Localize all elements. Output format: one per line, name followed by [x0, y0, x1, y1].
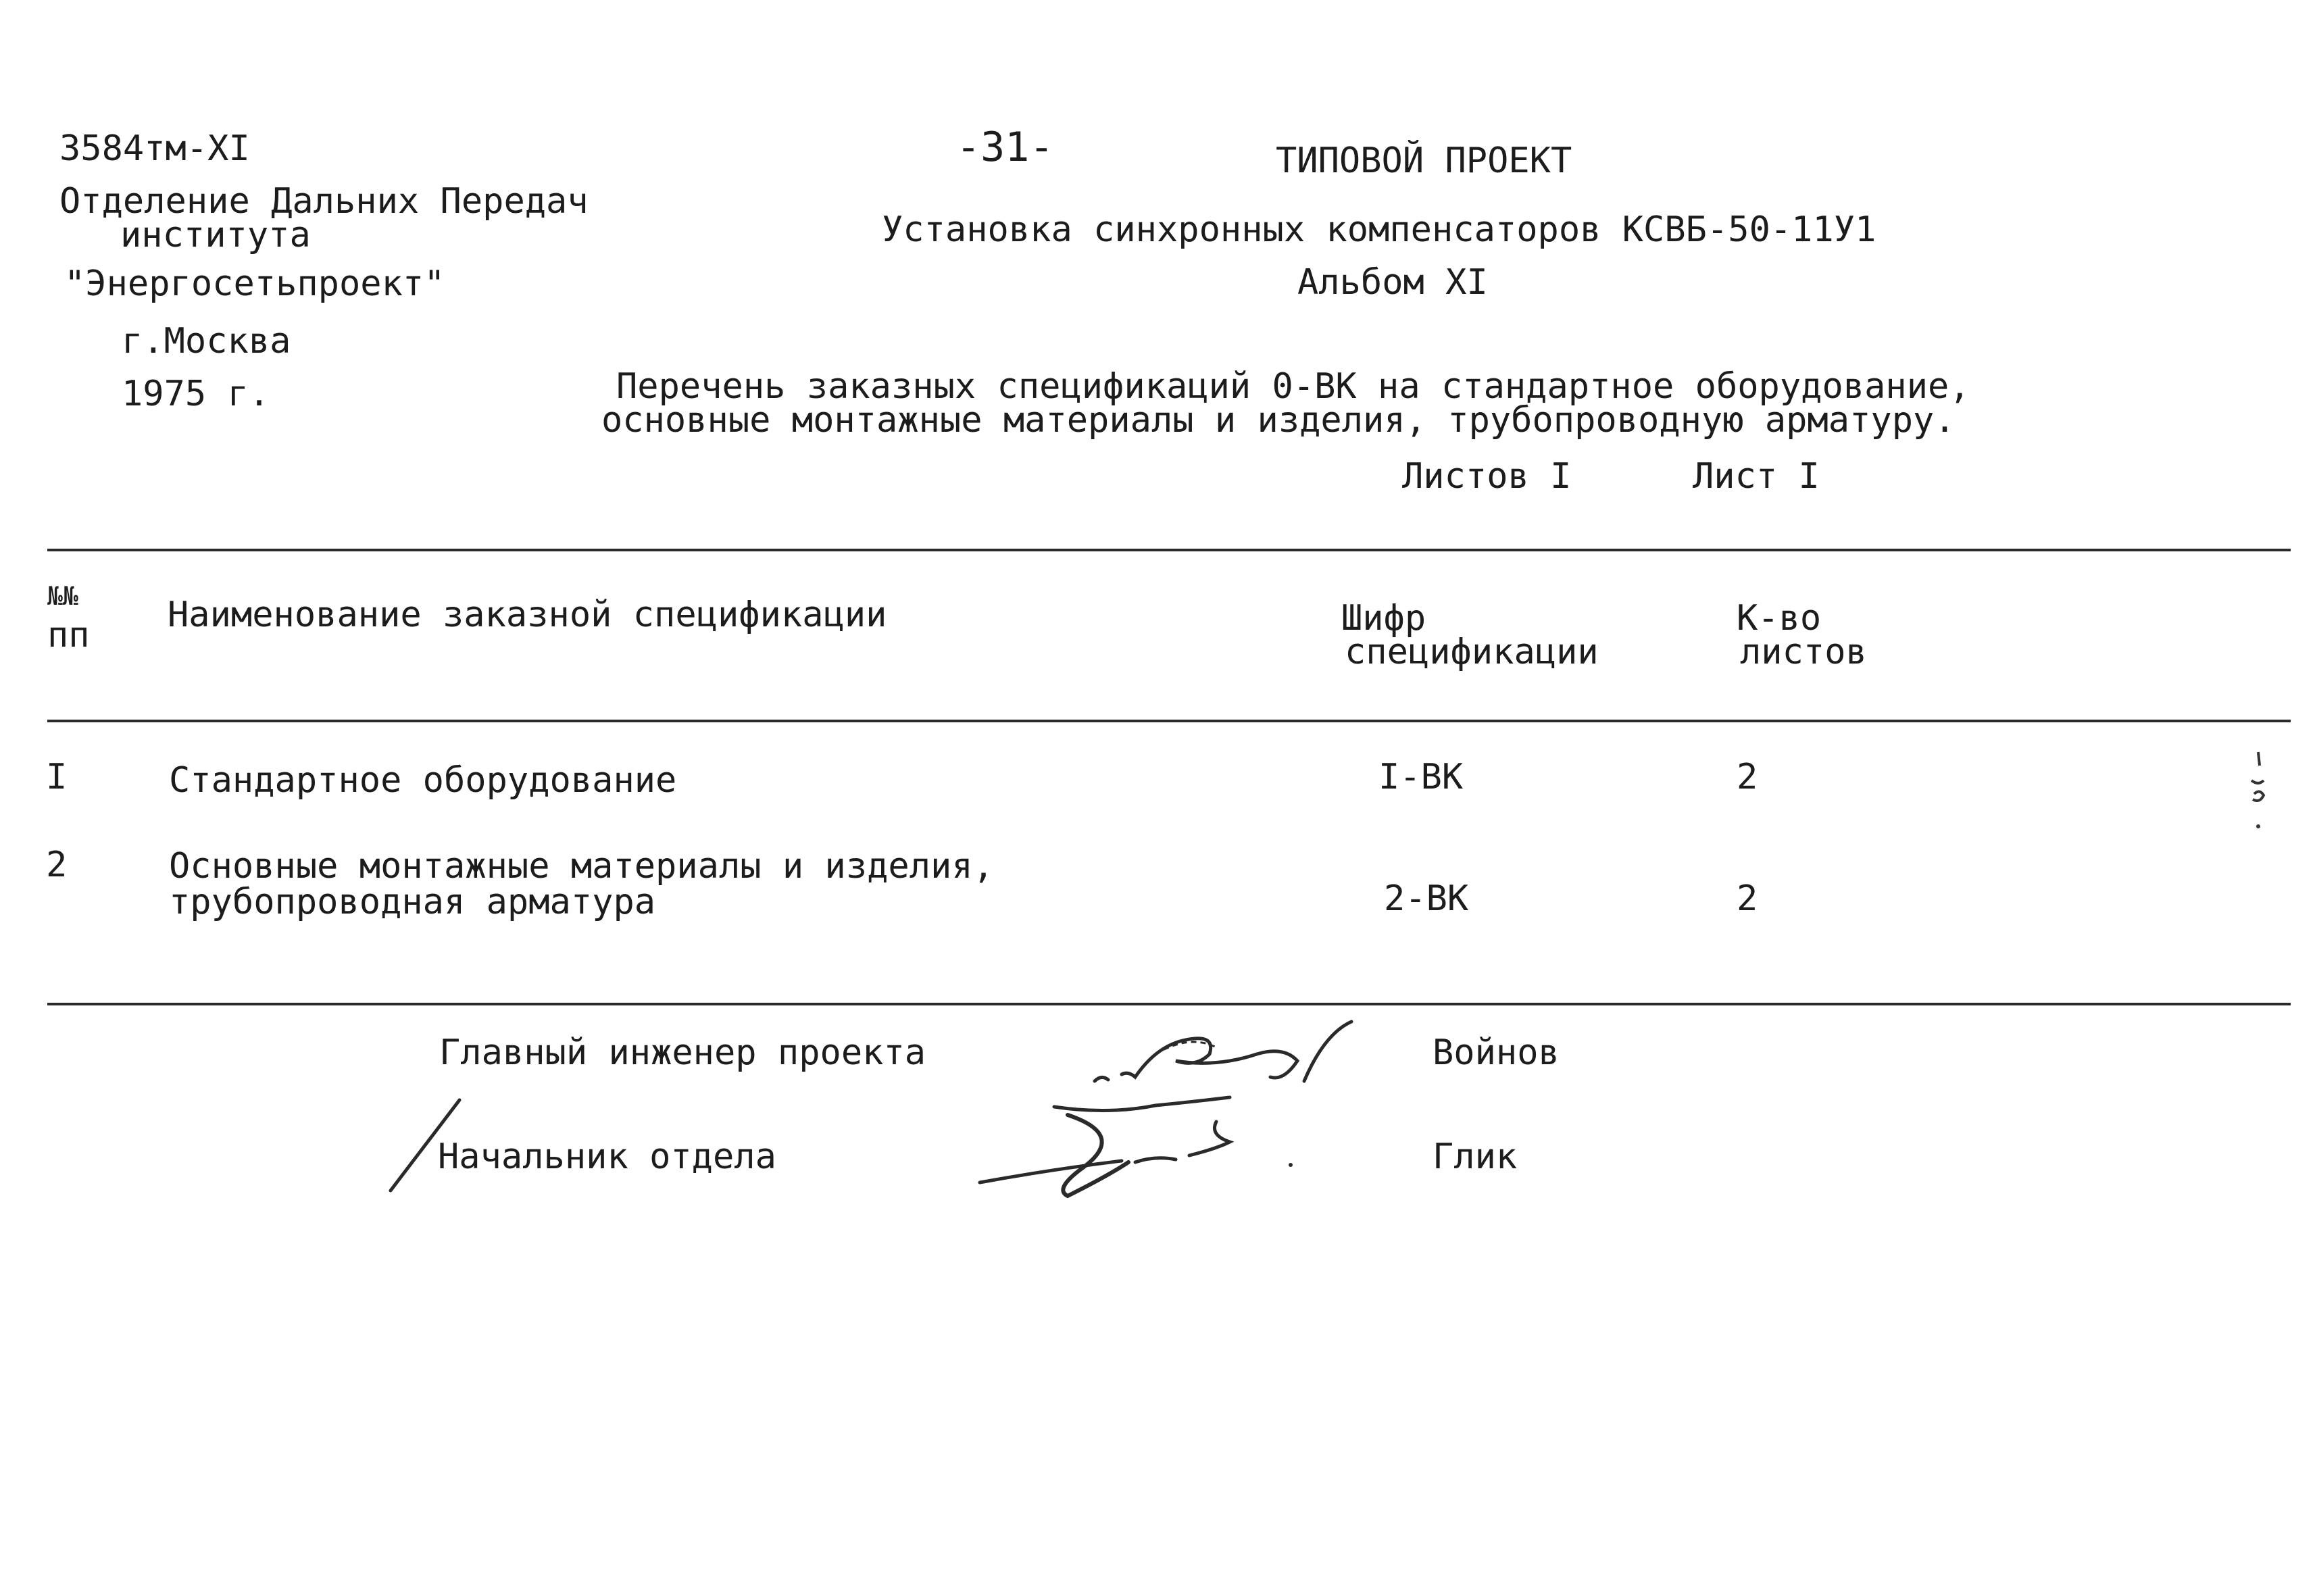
- table-header-rule: [47, 720, 2291, 722]
- project-title: Установка синхронных компенсаторов КСВБ-50-11У1: [882, 209, 1876, 250]
- department-slash-mark: [378, 1095, 473, 1196]
- organization-line-1: Отделение Дальних Передач: [59, 181, 589, 222]
- table-bottom-rule: [47, 1003, 2291, 1005]
- margin-mark-icon: [2243, 747, 2270, 834]
- row-name: Стандартное оборудование: [169, 760, 677, 801]
- header-num-line-2: пп: [47, 615, 90, 655]
- row-name-line-2: трубопроводная арматура: [169, 882, 656, 922]
- chief-engineer-label: Главный инженер проекта: [439, 1032, 926, 1073]
- year: 1975 г.: [122, 374, 270, 414]
- album: Альбом XI: [1297, 262, 1488, 303]
- sheet-number: Лист I: [1693, 456, 1820, 497]
- list-title-line-1: Перечень заказных спецификаций 0-ВК на стандартное оборудование,: [616, 366, 1970, 407]
- department-head-name: Глик: [1433, 1137, 1518, 1177]
- chief-engineer-name: Войнов: [1433, 1032, 1560, 1073]
- row-number: I: [46, 757, 68, 797]
- header-code-line-1: Шифр: [1341, 598, 1426, 639]
- organization-line-2: института: [120, 215, 311, 255]
- header-count-line-1: К-во: [1737, 598, 1822, 639]
- page-number: -31-: [956, 124, 1054, 171]
- row-name-line-1: Основные монтажные материалы и изделия,: [169, 846, 994, 887]
- row-count: 2: [1737, 878, 1758, 919]
- row-code: 2-ВК: [1384, 878, 1469, 919]
- row-code: I-ВК: [1378, 757, 1464, 797]
- row-count: 2: [1737, 757, 1758, 797]
- organization-line-3: "Энергосетьпроект": [64, 264, 445, 304]
- department-head-label: Начальник отдела: [438, 1137, 776, 1177]
- list-title-line-2: основные монтажные материалы и изделия, трубопроводную арматуру.: [601, 400, 1956, 441]
- header-code-line-2: спецификации: [1345, 632, 1599, 672]
- header-name: Наименование заказной спецификации: [168, 595, 887, 635]
- document-code: 3584тм-XI: [59, 128, 250, 169]
- header-num-line-1: №№: [47, 581, 78, 611]
- row-number: 2: [46, 845, 68, 885]
- department-head-signature: [973, 1081, 1311, 1210]
- header-count-line-2: листов: [1740, 632, 1867, 672]
- sheets-total: Листов I: [1402, 456, 1572, 497]
- project-type: ТИПОВОЙ ПРОЕКТ: [1276, 141, 1572, 181]
- city: г.Москва: [122, 321, 291, 361]
- table-top-rule: [47, 549, 2291, 551]
